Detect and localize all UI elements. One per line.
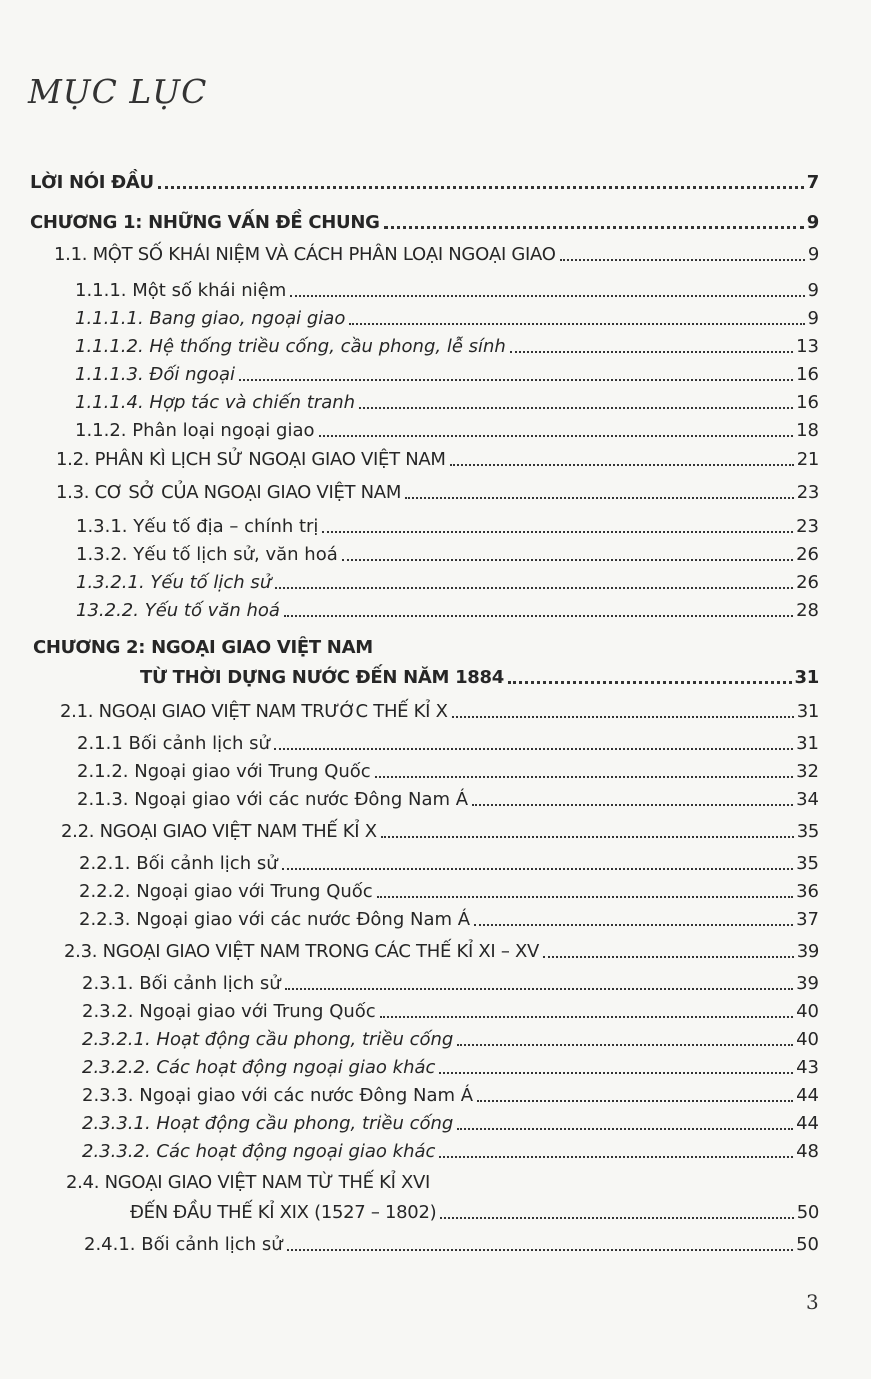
toc-entry[interactable] <box>82 1106 819 1134</box>
toc-entry-title: 1.1.1.2. Hệ thống triều cống, cầu phong, lễ sính <box>75 336 506 357</box>
toc-entry[interactable] <box>75 301 819 329</box>
toc-entry[interactable] <box>75 357 819 385</box>
toc-entry-title: 1.2. PHÂN KÌ LỊCH SỬ NGOẠI GIAO VIỆT NAM <box>56 449 446 470</box>
toc-entry-page: 9 <box>807 308 819 329</box>
toc-entry-title: 2.3. NGOẠI GIAO VIỆT NAM TRONG CÁC THẾ KỈ XI – XV <box>64 941 540 962</box>
dot-leader <box>290 295 804 297</box>
toc-entry[interactable] <box>76 537 819 565</box>
toc-entry-page: 21 <box>796 449 819 470</box>
toc-entry-title: 2.3.2. Ngoại giao với Trung Quốc <box>82 1001 376 1022</box>
toc-entry-title: 1.1.1. Một số khái niệm <box>75 280 287 301</box>
dot-leader <box>457 1128 793 1130</box>
toc-entry-title: 2.3.2.1. Hoạt động cầu phong, triều cống <box>82 1029 454 1050</box>
toc-entry-page: 23 <box>796 516 819 537</box>
toc-entry-title: 2.1.1 Bối cảnh lịch sử <box>77 733 270 754</box>
toc-entry-page: 9 <box>807 280 819 301</box>
toc-entry-page: 18 <box>796 420 819 441</box>
toc-entry-title: 2.3.3. Ngoại giao với các nước Đông Nam Á <box>82 1085 474 1106</box>
dot-leader <box>440 1217 793 1219</box>
toc-entry-title: LỜI NÓI ĐẦU <box>30 172 154 193</box>
toc-entry-title: CHƯƠNG 1: NHỮNG VẤN ĐỀ CHUNG <box>30 212 380 233</box>
toc-entry-page: 9 <box>807 244 819 265</box>
dot-leader <box>322 531 793 533</box>
toc-entry-page: 43 <box>796 1057 819 1078</box>
toc-entry[interactable] <box>82 994 819 1022</box>
toc-entry-page: 31 <box>796 733 819 754</box>
toc-entry-title: 2.2.3. Ngoại giao với các nước Đông Nam Á <box>79 909 471 930</box>
dot-leader <box>285 988 793 990</box>
toc-entry-title: 2.2.2. Ngoại giao với Trung Quốc <box>79 881 373 902</box>
toc-entry-title: 1.1.1.4. Hợp tác và chiến tranh <box>75 392 356 413</box>
toc-entry-page: 9 <box>806 212 819 233</box>
toc-entry-page: 23 <box>796 482 819 503</box>
toc-entry-page: 39 <box>796 941 819 962</box>
toc-entry[interactable] <box>79 846 819 874</box>
toc-entry-title: 2.3.3.1. Hoạt động cầu phong, triều cống <box>82 1113 454 1134</box>
dot-leader <box>457 1044 793 1046</box>
page-title: MỤC LỤC <box>28 72 208 111</box>
dot-leader <box>452 716 794 718</box>
toc-entry-title: 1.3. CƠ SỞ CỦA NGOẠI GIAO VIỆT NAM <box>56 482 402 503</box>
toc-entry-page: 16 <box>796 364 819 385</box>
toc-entry[interactable] <box>84 1227 819 1255</box>
toc-entry-page: 50 <box>796 1202 819 1223</box>
toc-entry[interactable] <box>75 273 819 301</box>
toc-entry-page: 50 <box>796 1234 819 1255</box>
dot-leader <box>375 776 793 778</box>
toc-entry-title: 2.2. NGOẠI GIAO VIỆT NAM THẾ KỈ X <box>61 821 377 842</box>
toc-entry[interactable] <box>79 902 819 930</box>
toc-entry-page: 37 <box>796 909 819 930</box>
toc-entry-page: 34 <box>796 789 819 810</box>
dot-leader <box>275 587 793 589</box>
chapter-heading-line[interactable]: CHƯƠNG 2: NGOẠI GIAO VIỆT NAM <box>33 637 373 658</box>
dot-leader <box>450 464 794 466</box>
toc-entry[interactable] <box>30 205 819 233</box>
toc-entry[interactable] <box>56 442 819 470</box>
toc-entry-page: 44 <box>796 1085 819 1106</box>
toc-entry-page: 28 <box>796 600 819 621</box>
dot-leader <box>439 1072 793 1074</box>
dot-leader <box>381 836 794 838</box>
toc-entry-title: 1.3.2. Yếu tố lịch sử, văn hoá <box>76 544 338 565</box>
toc-entry-title: 2.2.1. Bối cảnh lịch sử <box>79 853 278 874</box>
dot-leader <box>405 497 794 499</box>
toc-entry-title: TỪ THỜI DỰNG NƯỚC ĐẾN NĂM 1884 <box>140 667 504 688</box>
dot-leader <box>319 435 794 437</box>
toc-entry-page: 16 <box>796 392 819 413</box>
toc-entry-title: ĐẾN ĐẦU THẾ KỈ XIX (1527 – 1802) <box>130 1202 437 1223</box>
dot-leader <box>359 407 793 409</box>
toc-entry-page: 35 <box>796 853 819 874</box>
toc-entry[interactable] <box>30 165 819 193</box>
dot-leader <box>349 323 804 325</box>
toc-entry[interactable] <box>75 413 819 441</box>
toc-entry[interactable] <box>54 237 819 265</box>
toc-entry-page: 40 <box>796 1001 819 1022</box>
toc-entry-title: 2.3.1. Bối cảnh lịch sử <box>82 973 281 994</box>
toc-entry-page: 39 <box>796 973 819 994</box>
toc-entry-title: 2.1.2. Ngoại giao với Trung Quốc <box>77 761 371 782</box>
dot-leader <box>474 924 793 926</box>
toc-entry[interactable] <box>76 565 819 593</box>
toc-entry-title: 1.1.1.1. Bang giao, ngoại giao <box>75 308 346 329</box>
toc-entry[interactable] <box>82 1078 819 1106</box>
dot-leader <box>287 1249 793 1251</box>
toc-entry-title: 1.3.2.1. Yếu tố lịch sử <box>76 572 272 593</box>
toc-entry-page: 7 <box>806 172 819 193</box>
dot-leader <box>377 896 793 898</box>
toc-entry[interactable] <box>76 593 819 621</box>
dot-leader <box>282 868 793 870</box>
toc-entry-page: 32 <box>796 761 819 782</box>
toc-entry-title: 1.1.1.3. Đối ngoại <box>75 364 235 385</box>
dot-leader <box>274 748 793 750</box>
toc-entry-title: 2.1.3. Ngoại giao với các nước Đông Nam Á <box>77 789 469 810</box>
toc-entry-title: 2.3.3.2. Các hoạt động ngoại giao khác <box>82 1141 436 1162</box>
toc-entry[interactable] <box>82 966 819 994</box>
toc-entry[interactable] <box>76 509 819 537</box>
toc-entry-page: 40 <box>796 1029 819 1050</box>
toc-entry-page: 36 <box>796 881 819 902</box>
toc-entry[interactable] <box>82 1022 819 1050</box>
toc-entry-page: 35 <box>796 821 819 842</box>
dot-leader <box>380 1016 793 1018</box>
toc-entry[interactable] <box>82 1134 819 1162</box>
toc-entry[interactable] <box>77 754 819 782</box>
dot-leader <box>284 615 793 617</box>
toc-entry-page: 48 <box>796 1141 819 1162</box>
toc-entry[interactable] <box>60 694 819 722</box>
dot-leader <box>158 186 804 189</box>
dot-leader <box>239 379 793 381</box>
dot-leader <box>342 559 793 561</box>
dot-leader <box>384 226 804 229</box>
section-heading-line[interactable]: 2.4. NGOẠI GIAO VIỆT NAM TỪ THẾ KỈ XVI <box>66 1172 431 1193</box>
toc-entry-title: 13.2.2. Yếu tố văn hoá <box>76 600 280 621</box>
toc-entry[interactable] <box>79 874 819 902</box>
toc-entry[interactable] <box>75 385 819 413</box>
dot-leader <box>439 1156 793 1158</box>
toc-entry-page: 26 <box>796 544 819 565</box>
dot-leader <box>472 804 793 806</box>
toc-entry[interactable] <box>64 934 819 962</box>
toc-entry-title: 1.3.1. Yếu tố địa – chính trị <box>76 516 319 537</box>
toc-entry[interactable] <box>77 726 819 754</box>
toc-entry[interactable] <box>56 475 819 503</box>
toc-entry[interactable] <box>77 782 819 810</box>
dot-leader <box>477 1100 793 1102</box>
dot-leader <box>543 956 794 958</box>
toc-entry-title: 2.4.1. Bối cảnh lịch sử <box>84 1234 283 1255</box>
toc-entry[interactable] <box>75 329 819 357</box>
toc-entry[interactable] <box>61 814 819 842</box>
toc-entry-title: 2.3.2.2. Các hoạt động ngoại giao khác <box>82 1057 436 1078</box>
dot-leader <box>510 351 793 353</box>
toc-entry-title: 1.1.2. Phân loại ngoại giao <box>75 420 315 441</box>
toc-entry-page: 31 <box>796 701 819 722</box>
dot-leader <box>508 681 792 684</box>
toc-entry-title: 2.1. NGOẠI GIAO VIỆT NAM TRƯỚC THẾ KỈ X <box>60 701 448 722</box>
toc-entry-page: 26 <box>796 572 819 593</box>
toc-entry-title: 1.1. MỘT SỐ KHÁI NIỆM VÀ CÁCH PHÂN LOẠI NGOẠI GIAO <box>54 244 556 265</box>
toc-entry-page: 13 <box>796 336 819 357</box>
toc-entry[interactable] <box>140 660 819 688</box>
toc-entry[interactable] <box>82 1050 819 1078</box>
dot-leader <box>560 259 805 261</box>
toc-entry-page: 44 <box>796 1113 819 1134</box>
toc-entry[interactable] <box>130 1195 819 1223</box>
page-number: 3 <box>806 1290 819 1314</box>
toc-entry-page: 31 <box>794 667 819 688</box>
